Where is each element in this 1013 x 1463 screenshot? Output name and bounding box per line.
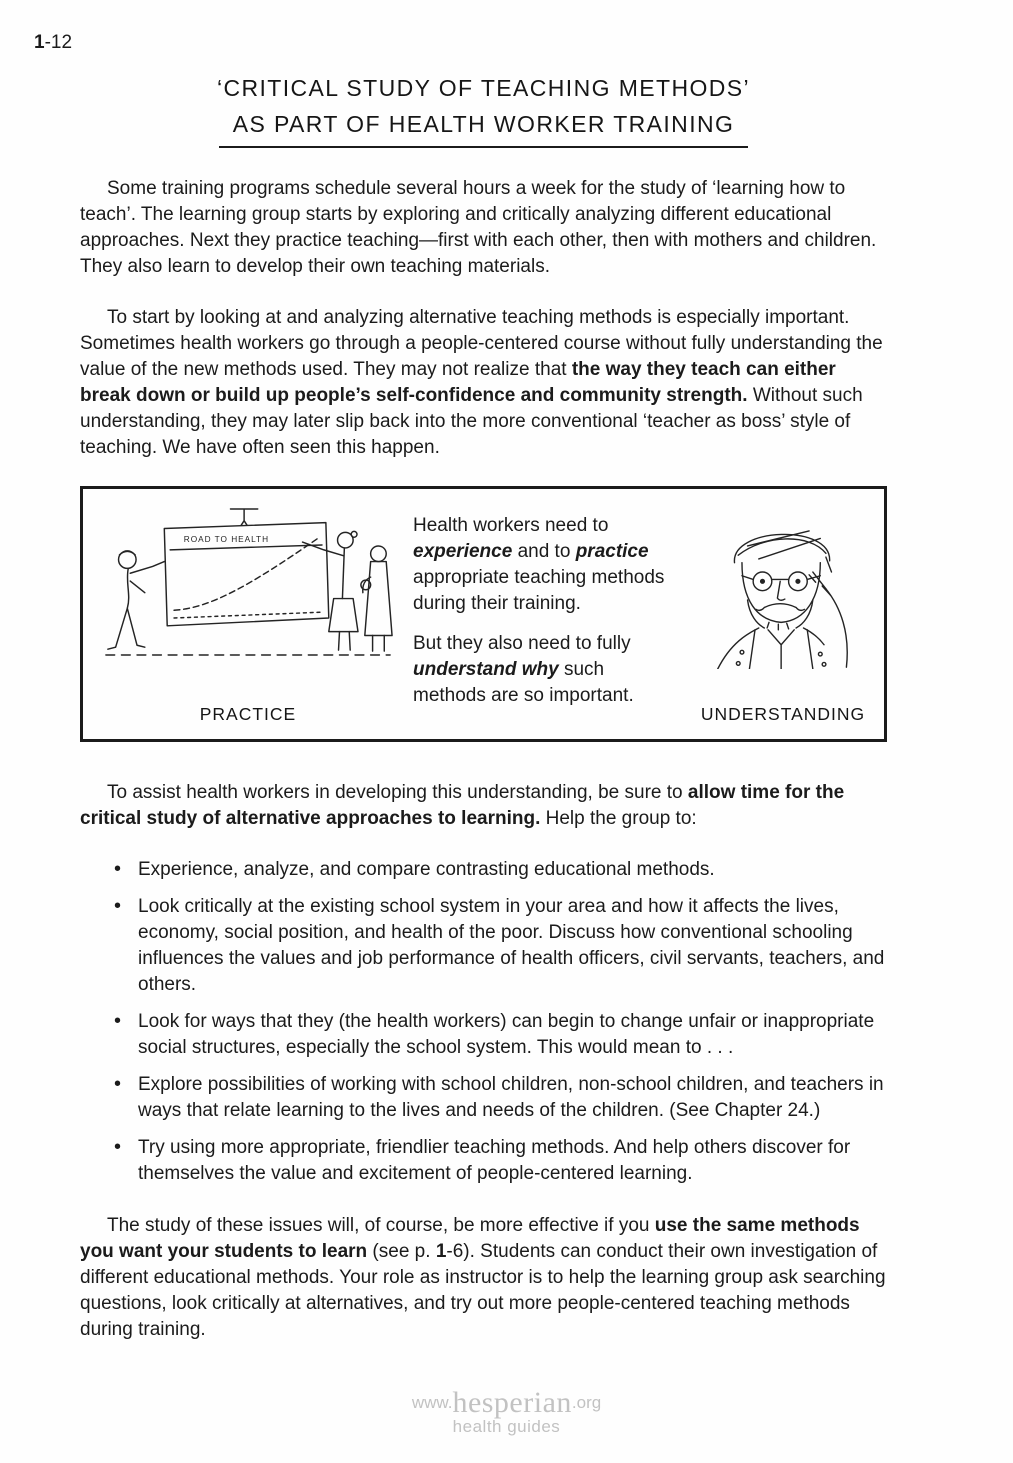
practice-drawing bbox=[102, 503, 394, 661]
text-segment: appropriate teaching methods during their training. bbox=[413, 567, 665, 614]
page-number-rest: -12 bbox=[44, 32, 73, 53]
page-number-chapter: 1 bbox=[34, 32, 45, 53]
bullet-item bbox=[112, 1135, 887, 1187]
intro-paragraph-1: Some training programs schedule several hours a week for the study of ‘learning how to teach’. The learning group starts by exploring and critically analyzing different educational approaches. Next they practice teaching—first with each other, then with mothers and children. They also learn to develop their own teaching materials. bbox=[80, 178, 877, 277]
bullet-text: Explore possibilities of working with school children, non-school children, and teachers in ways that relate learning to the lives and needs of the children. (See Chapter 24.) bbox=[138, 1074, 884, 1121]
watermark-tagline: health guides bbox=[452, 1417, 561, 1436]
watermark-www: www. bbox=[411, 1393, 453, 1412]
watermark-org: .org bbox=[571, 1393, 602, 1412]
bold-emphasis: allow time for the critical study of alternative approaches to learning. bbox=[80, 782, 845, 829]
text-segment: such methods are so important. bbox=[413, 659, 634, 706]
board-label: ROAD TO HEALTH bbox=[183, 535, 270, 545]
mother-child-figure bbox=[361, 546, 392, 651]
text-segment: -6). Students can conduct their own investigation of different educational methods. Your role as instructor is to help the learning group ask searching questions, look critically at alternatives, and try out more people-centered teaching methods during training. bbox=[80, 1241, 886, 1340]
figure-text bbox=[399, 503, 692, 729]
bullet-text: Look critically at the existing school system in your area and how it affects the lives, economy, social position, and health of the poor. Discuss how conventional schooling influences the values and job performance of health officers, civil servants, teachers, and others. bbox=[138, 896, 885, 995]
bold-emphasis: the way they teach can either break down or build up people’s self-confidence and community strength. bbox=[80, 359, 836, 406]
text-segment: Without such understanding, they may later slip back into the more conventional ‘teacher as boss’ style of teaching. We have often seen this happen. bbox=[80, 385, 863, 458]
bullet-text: Try using more appropriate, friendlier teaching methods. And help others discover for themselves the value and excitement of people-centered learning. bbox=[138, 1137, 851, 1184]
understanding-drawing bbox=[699, 503, 867, 669]
italic-emphasis: understand why bbox=[413, 659, 559, 680]
practice-panel bbox=[97, 503, 399, 729]
page-title bbox=[80, 70, 887, 148]
text-segment: Health workers need to bbox=[413, 515, 609, 536]
closing-paragraph bbox=[80, 1213, 887, 1343]
face bbox=[742, 563, 820, 630]
vest bbox=[718, 628, 826, 669]
page-title-line1: ‘CRITICAL STUDY OF TEACHING METHODS’ bbox=[216, 75, 751, 101]
text-segment: Help the group to: bbox=[540, 808, 697, 829]
practice-caption: PRACTICE bbox=[199, 704, 297, 724]
bullet-text: Look for ways that they (the health workers) can begin to change unfair or inappropriate social structures, especially the school system. This would mean to . . . bbox=[138, 1011, 875, 1058]
pointing-hand bbox=[809, 572, 847, 667]
text-segment: (see p. bbox=[367, 1241, 436, 1262]
text-segment: To start by looking at and analyzing alternative teaching methods is especially important. Sometimes health workers go through a people-centered course without fully understanding the value of the new methods used. They may not realize that bbox=[80, 307, 883, 380]
bold-emphasis: use the same methods you want your students to learn bbox=[80, 1215, 860, 1262]
watermark-url bbox=[0, 1386, 1013, 1419]
text-segment: and to bbox=[512, 541, 576, 562]
bullet-text: Experience, analyze, and compare contrasting educational methods. bbox=[138, 859, 715, 880]
teacher-figure bbox=[108, 551, 164, 649]
figure-box bbox=[80, 486, 887, 742]
intro-paragraph-2 bbox=[80, 305, 887, 461]
bullet-list bbox=[80, 857, 887, 1187]
page-number bbox=[34, 32, 72, 54]
figure-paragraph-1 bbox=[413, 513, 682, 617]
text-segment: But they also need to fully bbox=[413, 633, 631, 654]
page-title-line2: AS PART OF HEALTH WORKER TRAINING bbox=[219, 106, 749, 148]
bold-emphasis: 1 bbox=[435, 1241, 447, 1262]
text-segment: To assist health workers in developing this understanding, be sure to bbox=[107, 782, 688, 803]
understanding-panel bbox=[692, 503, 874, 729]
watermark-name: hesperian bbox=[452, 1386, 572, 1419]
text-segment: The study of these issues will, of course, be more effective if you bbox=[107, 1215, 655, 1236]
figure-paragraph-2 bbox=[413, 631, 682, 709]
bullet-item bbox=[112, 1009, 887, 1061]
italic-emphasis: experience bbox=[413, 541, 513, 562]
understanding-caption: UNDERSTANDING bbox=[700, 704, 866, 724]
hesperian-watermark bbox=[0, 1386, 1013, 1437]
bullet-item bbox=[112, 894, 887, 998]
turban bbox=[734, 531, 831, 572]
assist-paragraph bbox=[80, 780, 887, 832]
bullet-item bbox=[112, 1072, 887, 1124]
italic-emphasis: practice bbox=[575, 541, 649, 562]
bullet-item bbox=[112, 857, 887, 883]
